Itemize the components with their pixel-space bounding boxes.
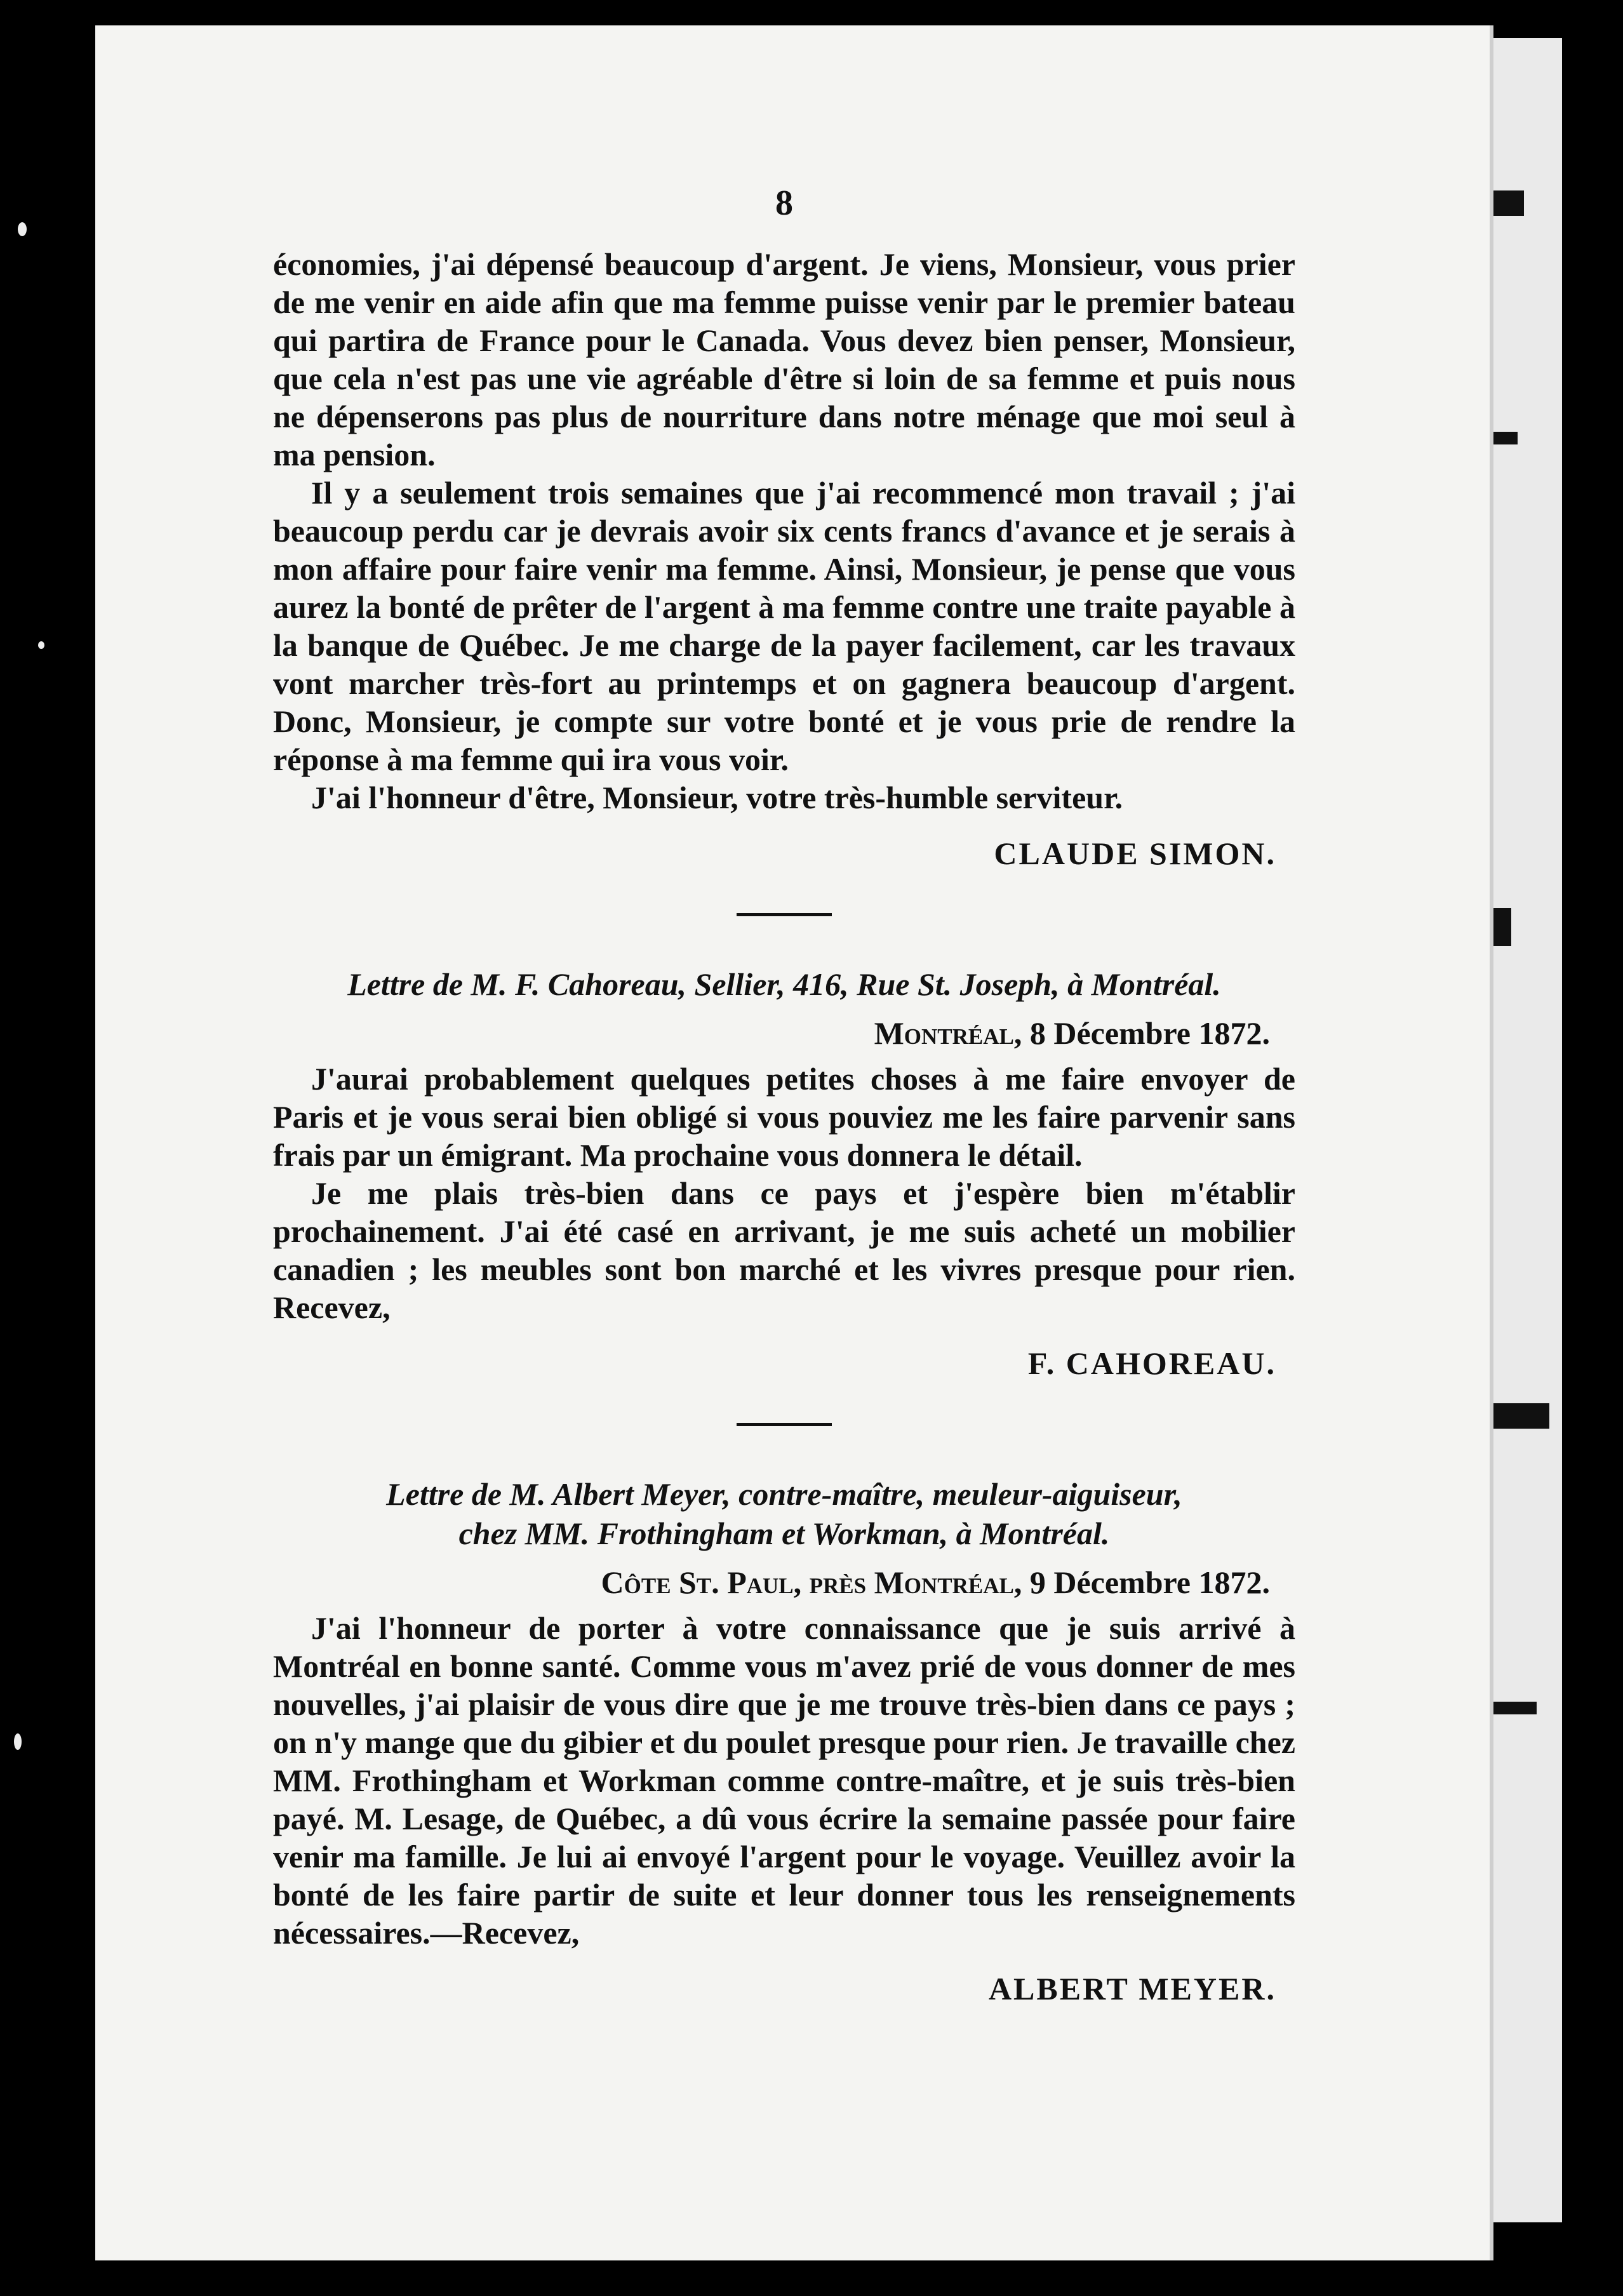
- letter-dateline: [273, 1014, 1270, 1052]
- dateline-date: 8 Décembre 1872.: [1029, 1015, 1270, 1051]
- scan-speck: [14, 1733, 22, 1750]
- page-number: 8: [775, 184, 793, 223]
- letter-signature: CLAUDE SIMON.: [994, 836, 1276, 871]
- letter-signature: F. CAHOREAU.: [1027, 1345, 1276, 1381]
- section-divider: [737, 913, 832, 916]
- letter-paragraph: économies, j'ai dépensé beaucoup d'argent. Je viens, Monsieur, vous prier de me venir en aide afin que ma femme puisse venir par le premier bateau qui partira de France pour le Canada. Vous devez bien penser, Monsieur, que cela n'est pas une vie agréable d'être si loin de sa femme et puis nous ne dépenserons pas plus de nourriture dans notre ménage que moi seul à ma pension.: [273, 246, 1295, 472]
- scan-speck: [38, 641, 44, 649]
- letter-dateline: [273, 1563, 1270, 1601]
- letter-signature: ALBERT MEYER.: [988, 1971, 1276, 2006]
- dateline-place: Côte St. Paul, près Montréal,: [601, 1565, 1022, 1600]
- letter-paragraph: J'ai l'honneur d'être, Monsieur, votre très-humble serviteur.: [311, 780, 1123, 815]
- dateline-place: Montréal,: [874, 1015, 1022, 1051]
- letter-paragraph: J'ai l'honneur de porter à votre connaissance que je suis arrivé à Montréal en bonne santé. Comme vous m'avez prié de vous donner de mes nouvelles, j'ai plaisir de vous dire que je me trouve très-bien dans ce pays ; on n'y mange que du gibier et du poulet presque pour rien. Je travaille chez MM. Frothingham et Workman comme contre-maître, et je suis très-bien payé. M. Lesage, de Québec, a dû vous écrire la semaine passée pour faire venir ma famille. Je lui ai envoyé l'argent pour le voyage. Veuillez avoir la bonté de les faire partir de suite et leur donner tous les renseignements nécessaires.—Recevez,: [273, 1610, 1295, 1951]
- page-content: [273, 184, 1295, 2008]
- letter-claude-simon: [273, 245, 1295, 872]
- letter-heading: chez MM. Frothingham et Workman, à Montréal.: [458, 1516, 1110, 1551]
- letter-cahoreau: [273, 964, 1295, 1382]
- letter-paragraph: J'aurai probablement quelques petites choses à me faire envoyer de Paris et je vous serai bien obligé si vous pouviez me les faire parvenir sans frais par un émigrant. Ma prochaine vous donnera le détail.: [273, 1061, 1295, 1173]
- letter-paragraph: Je me plais très-bien dans ce pays et j'espère bien m'établir prochainement. J'ai été casé en arrivant, je me suis acheté un mobilier canadien ; les meubles sont bon marché et les vivres presque pour rien. Recevez,: [273, 1175, 1295, 1325]
- letter-albert-meyer: [273, 1474, 1295, 2008]
- letter-heading: Lettre de M. Albert Meyer, contre-maître, meuleur-aiguiseur,: [386, 1476, 1182, 1512]
- section-divider: [737, 1423, 832, 1426]
- adjacent-page-edge: [1490, 38, 1562, 2222]
- letter-heading: Lettre de M. F. Cahoreau, Sellier, 416, Rue St. Joseph, à Montréal.: [347, 966, 1221, 1002]
- scan-speck: [18, 222, 27, 236]
- dateline-date: 9 Décembre 1872.: [1029, 1565, 1270, 1600]
- letter-paragraph: Il y a seulement trois semaines que j'ai recommencé mon travail ; j'ai beaucoup perdu car je devrais avoir six cents francs d'avance et je serais à mon affaire pour faire venir ma femme. Ainsi, Monsieur, je pense que vous aurez la bonté de prêter de l'argent à ma femme contre une traite payable à la banque de Québec. Je me charge de la payer facilement, car les travaux vont marcher très-fort au printemps et on gagnera beaucoup d'argent. Donc, Monsieur, je compte sur votre bonté et je vous prie de rendre la réponse à ma femme qui ira vous voir.: [273, 475, 1295, 777]
